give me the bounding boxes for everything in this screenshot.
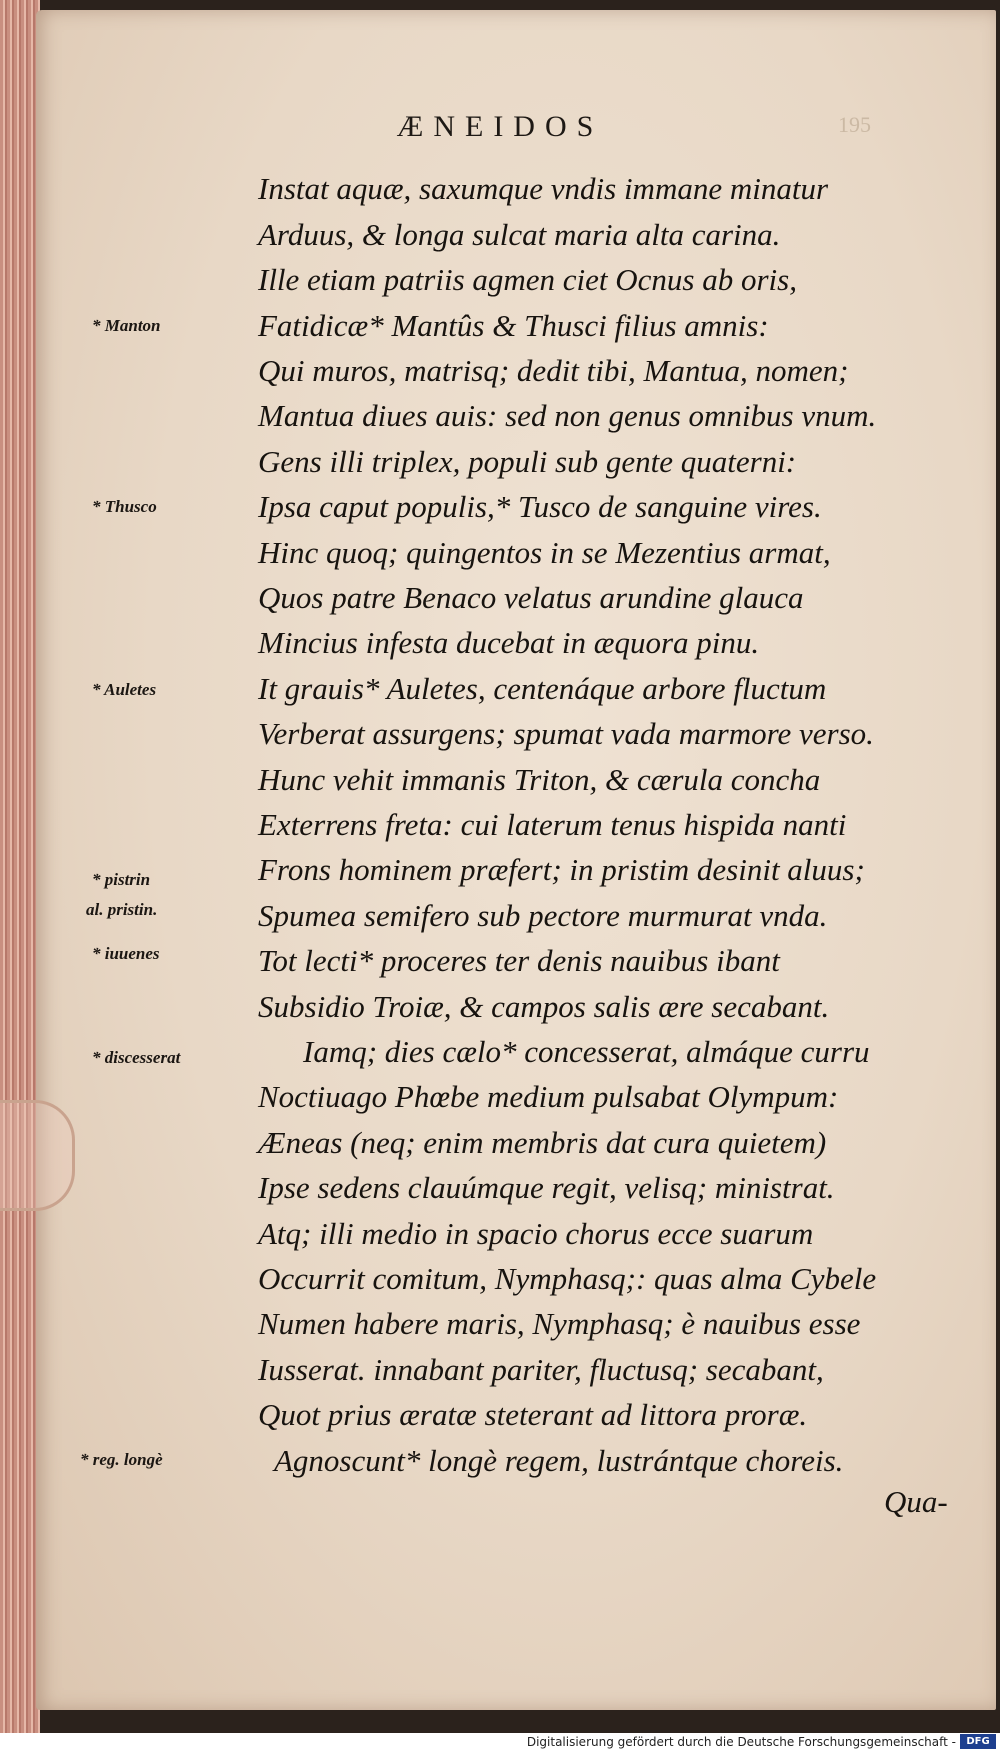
verse-line: Hinc quoq; quingentos in se Mezentius armat, (258, 535, 831, 570)
verse-line: Iamq; dies cælo* concesserat, almáque curru (303, 1034, 870, 1069)
verse-line: Verberat assurgens; spumat vada marmore verso. (258, 716, 874, 751)
verse-line: Atq; illi medio in spacio chorus ecce suarum (258, 1216, 814, 1251)
margin-note: * iuuenes (92, 944, 160, 963)
verse-line: Ipse sedens clauúmque regit, velisq; ministrat. (258, 1170, 835, 1205)
verse-line: Agnoscunt* longè regem, lustrántque choreis. (274, 1443, 844, 1478)
folio-number: 195 (838, 112, 871, 137)
verse-line: Fatidicæ* Mantûs & Thusci filius amnis: (258, 308, 769, 343)
verse-line: Frons hominem præfert; in pristim desinit aluus; (258, 852, 865, 887)
margin-note: * Manton (92, 316, 161, 335)
verse-line: Numen habere maris, Nymphasq; è nauibus esse (258, 1306, 861, 1341)
margin-note: * discesserat (92, 1048, 181, 1067)
verse-line: Mantua diues auis: sed non genus omnibus vnum. (258, 398, 877, 433)
verse-line: Arduus, & longa sulcat maria alta carina. (258, 217, 781, 252)
running-head: ÆNEIDOS (396, 110, 604, 143)
margin-note: al. pristin. (86, 900, 158, 919)
verse-line: Occurrit comitum, Nymphasq;: quas alma Cybele (258, 1261, 877, 1296)
verse-line: Tot lecti* proceres ter denis nauibus ibant (258, 943, 780, 978)
verse-line: It grauis* Auletes, centenáque arbore fluctum (258, 671, 827, 706)
verse-line: Hunc vehit immanis Triton, & cærula concha (258, 762, 821, 797)
verse-line: Mincius infesta ducebat in æquora pinu. (258, 625, 760, 660)
verse-line: Ille etiam patriis agmen ciet Ocnus ab oris, (258, 262, 797, 297)
verse-line: Qui muros, matrisq; dedit tibi, Mantua, nomen; (258, 353, 849, 388)
verse-line: Noctiuago Phœbe medium pulsabat Olympum: (258, 1079, 839, 1114)
verse-line: Instat aquæ, saxumque vndis immane minatur (258, 171, 829, 206)
verse-line: Spumea semifero sub pectore murmurat vnda. (258, 898, 828, 933)
margin-note: * pistrin (92, 870, 151, 889)
verse-line: Quos patre Benaco velatus arundine glauca (258, 580, 804, 615)
margin-note: * reg. longè (80, 1450, 163, 1469)
page-clip (0, 1100, 75, 1211)
catchword: Qua- (884, 1484, 948, 1519)
verse-line: Subsidio Troiæ, & campos salis ære secabant. (258, 989, 830, 1024)
verse-line: Quot prius æratæ steterant ad littora proræ. (258, 1397, 808, 1432)
verse-line: Ipsa caput populis,* Tusco de sanguine vires. (258, 489, 822, 524)
margin-note: * Auletes (92, 680, 157, 699)
verse-line: Exterrens freta: cui laterum tenus hispida nanti (258, 807, 847, 842)
verse-line: Æneas (neq; enim membris dat cura quietem) (258, 1125, 827, 1160)
dfg-logo-icon: DFG (960, 1734, 996, 1749)
book-page-edges (0, 0, 40, 1751)
funding-credit: Digitalisierung gefördert durch die Deutsche Forschungsgemeinschaft - (526, 1735, 956, 1749)
margin-note: * Thusco (92, 497, 157, 516)
verse-line: Iusserat. innabant pariter, fluctusq; secabant, (258, 1352, 824, 1387)
verse-line: Gens illi triplex, populi sub gente quaterni: (258, 444, 797, 479)
